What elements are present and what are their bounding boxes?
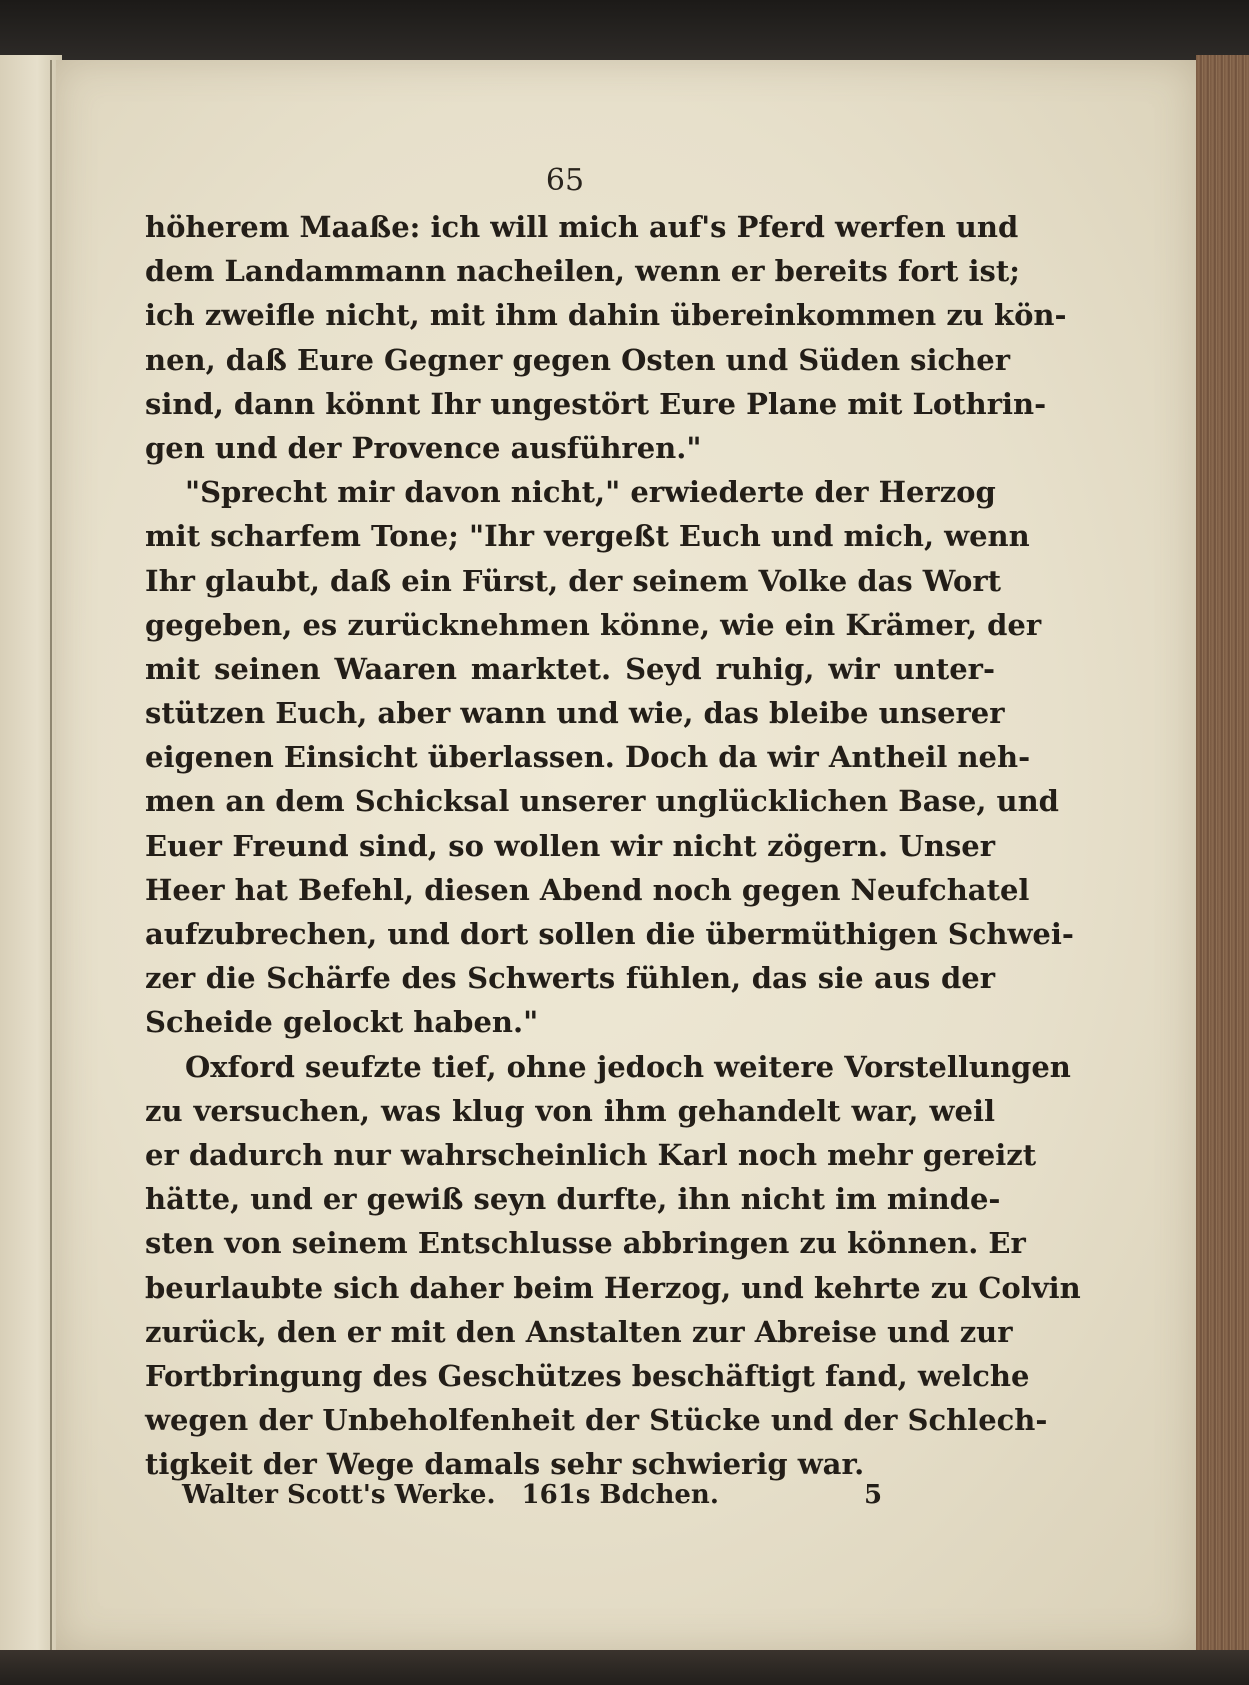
text-line: höherem Maaße: ich will mich auf's Pferd werfen und — [145, 210, 1019, 244]
text-line: sten von seinem Entschlusse abbringen zu können. Er — [145, 1226, 1026, 1261]
text-line: mit scharfem Tone; "Ihr vergeßt Euch und mich, wenn — [145, 519, 1030, 554]
scan-bottom-border — [0, 1650, 1249, 1685]
text-line: Euer Freund sind, so wollen wir nicht zögern. Unser — [145, 828, 995, 863]
text-line: Oxford seufzte tief, ohne jedoch weitere Vorstellungen — [185, 1049, 1071, 1084]
text-line: Scheide gelockt haben." — [145, 1005, 539, 1040]
text-line: ich zweifle nicht, mit ihm dahin übereinkommen zu kön- — [145, 298, 1067, 333]
text-line: sind, dann könnt Ihr ungestört Eure Plane mit Lothrin- — [145, 386, 1047, 421]
body-text — [145, 205, 1081, 1486]
text-line: dem Landammann nacheilen, wenn er bereits fort ist; — [145, 254, 1020, 289]
footer-volume: 161s Bdchen. — [521, 1480, 719, 1510]
text-line: gegeben, es zurücknehmen könne, wie ein Krämer, der — [145, 607, 1042, 642]
book-page-edges — [1196, 55, 1249, 1685]
text-line: Heer hat Befehl, diesen Abend noch gegen Neufchatel — [145, 872, 1030, 907]
text-line: beurlaubte sich daher beim Herzog, und kehrte zu Colvin — [145, 1270, 1081, 1305]
text-line: zer die Schärfe des Schwerts fühlen, das sie aus der — [145, 961, 995, 996]
text-line: men an dem Schicksal unserer unglücklichen Base, und — [145, 784, 1059, 819]
text-line: er dadurch nur wahrscheinlich Karl noch mehr gereizt — [145, 1137, 1037, 1172]
page-number: 65 — [545, 163, 585, 198]
text-line: aufzubrechen, und dort sollen die übermüthigen Schwei- — [145, 917, 1074, 951]
footer-title: Walter Scott's Werke. — [182, 1480, 496, 1510]
text-line: zurück, den er mit den Anstalten zur Abreise und zur — [145, 1314, 1013, 1349]
text-line: wegen der Unbeholfenheit der Stücke und der Schlech- — [145, 1403, 1048, 1438]
text-line: stützen Euch, aber wann und wie, das bleibe unserer — [145, 696, 1005, 731]
text-line: "Sprecht mir davon nicht," erwiederte der Herzog — [185, 475, 996, 510]
text-line: mit seinen Waaren marktet. Seyd ruhig, wir unter- — [145, 651, 995, 686]
gutter-line — [50, 60, 52, 1685]
text-line: hätte, und er gewiß seyn durfte, ihn nicht im minde- — [145, 1182, 1001, 1217]
text-line: nen, daß Eure Gegner gegen Osten und Süden sicher — [145, 342, 1010, 377]
text-line: Ihr glaubt, daß ein Fürst, der seinem Volke das Wort — [145, 563, 1002, 598]
signature-line — [182, 1480, 802, 1510]
text-line: gen und der Provence ausführen." — [145, 430, 702, 465]
scan-top-border — [0, 0, 1249, 62]
text-line: tigkeit der Wege damals sehr schwierig war. — [145, 1447, 865, 1482]
text-line: zu versuchen, was klug von ihm gehandelt war, weil — [145, 1093, 995, 1128]
text-line: Fortbringung des Geschützes beschäftigt fand, welche — [145, 1358, 1030, 1393]
signature-mark: 5 — [864, 1480, 883, 1510]
facing-page-edge — [0, 55, 62, 1685]
text-line: eigenen Einsicht überlassen. Doch da wir Antheil neh- — [145, 740, 1031, 775]
